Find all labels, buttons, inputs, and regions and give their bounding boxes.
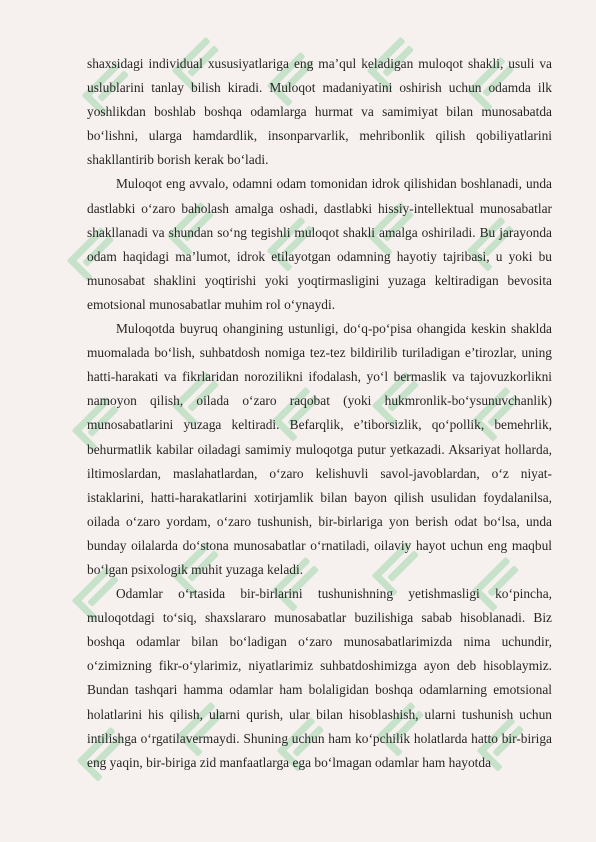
paragraph: shaxsidagi individual xususiyatlariga eng ma’qul keladigan muloqot shakli, usuli va uslublarini tanlay bilish kiradi. Muloqot madaniyatini oshirish uchun odamda ilk yoshlikdan boshlab boshqa odamlarga hurmat va samimiyat bilan munosabatda bo‘lishni, ularga hamdardlik, insonparvarlik, mehribonlik qilish qobiliyatlarini shakllantirib borish kerak bo‘ladi. xyxy=(87,56,552,168)
document-body xyxy=(87,52,552,775)
paragraph: Muloqot eng avvalo, odamni odam tomonidan idrok qilishidan boshlanadi, unda dastlabki o‘zaro baholash amalga oshadi, dastlabki hissiy-intellektual munosabatlar shakllanadi va shundan so‘ng tegishli muloqot shakli amalga oshiriladi. Bu jarayonda odam haqidagi ma’lumot, idrok etilayotgan odamning hayotiy tajribasi, u yoki bu munosabat shaklini yoqtirishi yoki yoqtirmasligini yuzaga keltiradigan bevosita emotsional munosabatlar muhim rol o‘ynaydi. xyxy=(87,176,552,312)
paragraph: Muloqotda buyruq ohangining ustunligi, do‘q-po‘pisa ohangida keskin shaklda muomalada bo‘lish, suhbatdosh nomiga tez-tez bildirilib turiladigan e’tirozlar, uning hatti-harakati va fikrlaridan norozilikni ifodalash, yo‘l bermaslik va tajovuzkorlikni namoyon qilish, oilada o‘zaro raqobat (yoki hukmronlik-bo‘ysunuvchanlik) munosabatlarini yuzaga keltiradi. Befarqlik, e’tiborsizlik, qo‘pollik, bemehrlik, behurmatlik kabilar oiladagi samimiy muloqotga putur yetkazadi. Aksariyat hollarda, iltimoslardan, maslahatlardan, o‘zaro kelishuvli savol-javoblardan, o‘z niyat-istaklarini, hatti-harakatlarini xotirjamlik bilan bayon qilish usulidan foydalanilsa, oilada o‘zaro yordam, o‘zaro tushunish, bir-birlariga yon berish odat bo‘lsa, unda bunday oilalarda do‘stona munosabatlar o‘rnatiladi, oilaviy hayot uchun eng maqbul bo‘lgan psixologik muhit yuzaga keladi. xyxy=(87,321,552,577)
paragraph: Odamlar o‘rtasida bir-birlarini tushunishning yetishmasligi ko‘pincha, muloqotdagi to‘siq, shaxslararo munosabatlar buzilishiga sabab hisoblanadi. Biz boshqa odamlar bilan bo‘ladigan o‘zaro munosabatlarimizda nima uchundir, o‘zimizning fikr-o‘ylarimiz, niyatlarimiz suhbatdoshimizga ayon deb hisoblaymiz. Bundan tashqari hamma odamlar ham bolaligidan boshqa odamlarning emotsional holatlarini his qilish, ularni qurish, ular bilan hisoblashish, ularni tushunish uchun intilishga o‘rgatilavermaydi. Shuning uchun ham ko‘pchilik holatlarda hatto bir-biriga eng yaqin, bir-biriga zid manfaatlarga ega bo‘lmagan odamlar ham hayotda xyxy=(87,586,552,770)
